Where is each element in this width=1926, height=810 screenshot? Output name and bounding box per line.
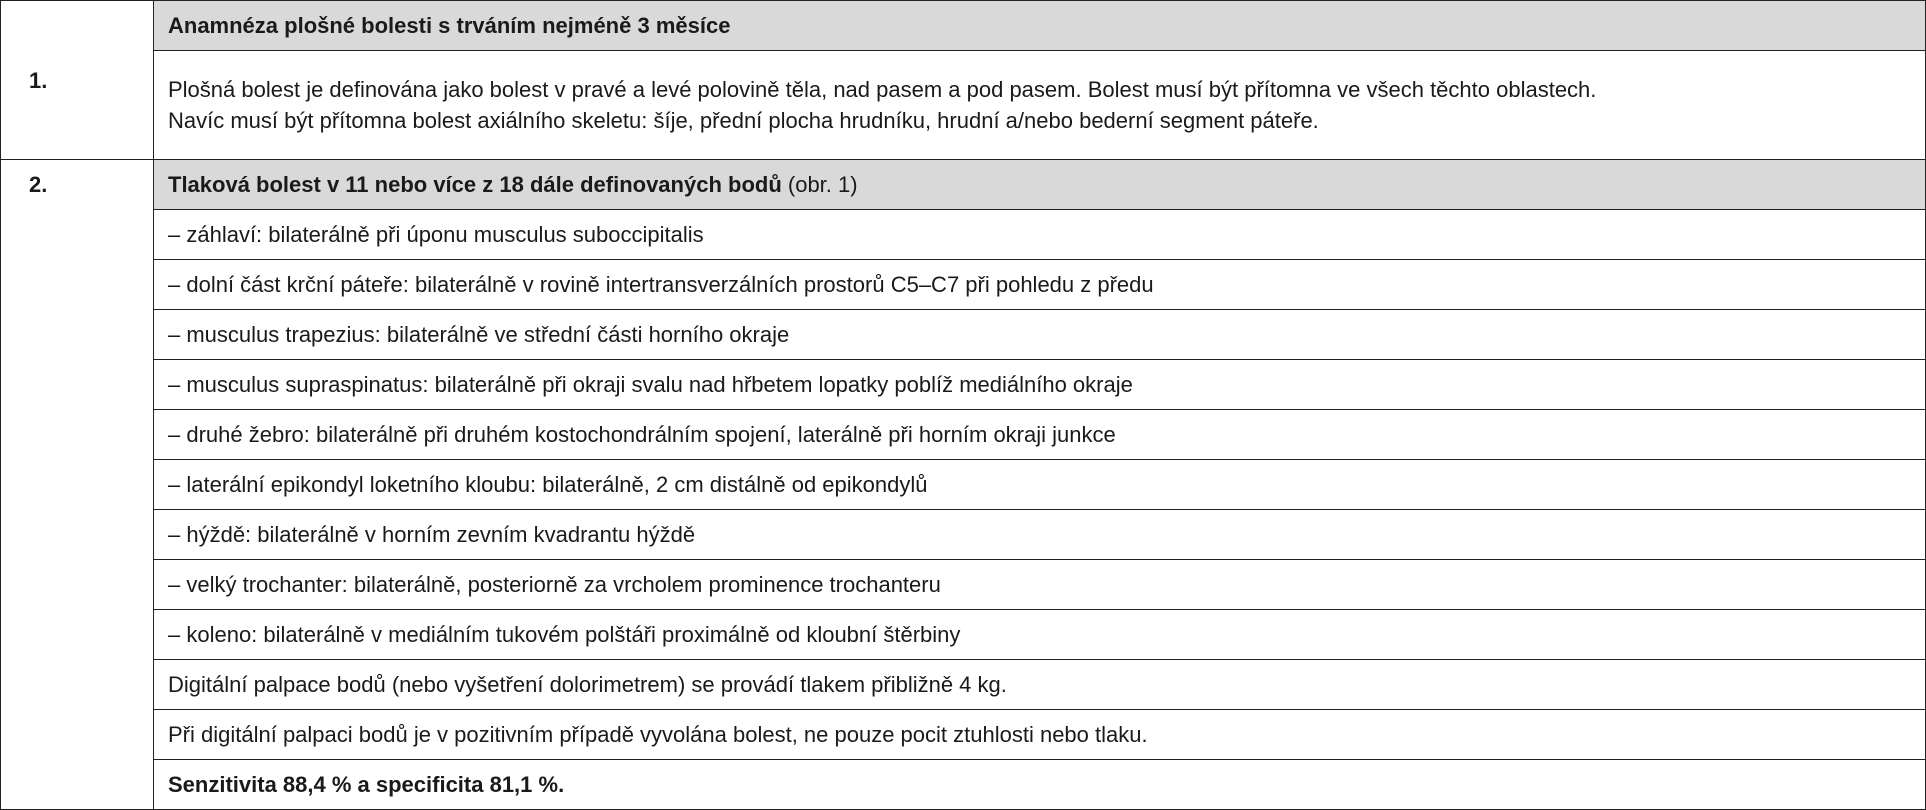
palpation-note: Digitální palpace bodů (nebo vyšetření dolorimetrem) se provádí tlakem přibližně 4 kg. — [154, 660, 1926, 710]
sensitivity-specificity-summary: Senzitivita 88,4 % a specificita 81,1 %. — [154, 760, 1926, 810]
section1-text-line2: Navíc musí být přítomna bolest axiálního skeletu: šíje, přední plocha hrudníku, hrudní a/nebo bederní segment páteře. — [168, 108, 1319, 133]
tender-point-row — [1, 310, 1926, 360]
tender-point-supraspinatus: – musculus supraspinatus: bilaterálně při okraji svalu nad hřbetem lopatky poblíž mediálního okraje — [154, 360, 1926, 410]
tender-point-row — [1, 510, 1926, 560]
tender-point-row — [1, 610, 1926, 660]
tender-point-knee: – koleno: bilaterálně v mediálním tukovém polštáři proximálně od kloubní štěrbiny — [154, 610, 1926, 660]
tender-point-occiput: – záhlaví: bilaterálně při úponu musculus suboccipitalis — [154, 210, 1926, 260]
section1-text-row — [1, 51, 1926, 160]
positive-note: Při digitální palpaci bodů je v pozitivním případě vyvolána bolest, ne pouze pocit ztuhlosti nebo tlaku. — [154, 710, 1926, 760]
tender-point-row — [1, 260, 1926, 310]
tender-point-row — [1, 460, 1926, 510]
section2-heading-ref: (obr. 1) — [781, 172, 858, 197]
positive-note-row — [1, 710, 1926, 760]
tender-point-greater-trochanter: – velký trochanter: bilaterálně, posteriorně za vrcholem prominence trochanteru — [154, 560, 1926, 610]
section1-heading-row — [1, 1, 1926, 51]
summary-row — [1, 760, 1926, 810]
section2-heading-row — [1, 160, 1926, 210]
section1-text — [154, 51, 1926, 160]
tender-point-row — [1, 410, 1926, 460]
tender-point-row — [1, 210, 1926, 260]
tender-point-trapezius: – musculus trapezius: bilaterálně ve střední části horního okraje — [154, 310, 1926, 360]
section1-number: 1. — [1, 1, 154, 160]
tender-point-low-cervical: – dolní část krční páteře: bilaterálně v rovině intertransverzálních prostorů C5–C7 při pohledu z předu — [154, 260, 1926, 310]
section2-heading — [154, 160, 1926, 210]
tender-point-row — [1, 560, 1926, 610]
section2-number: 2. — [1, 160, 154, 810]
tender-point-lateral-epicondyle: – laterální epikondyl loketního kloubu: bilaterálně, 2 cm distálně od epikondylů — [154, 460, 1926, 510]
palpation-note-row — [1, 660, 1926, 710]
section1-heading: Anamnéza plošné bolesti s trváním nejméně 3 měsíce — [154, 1, 1926, 51]
tender-point-second-rib: – druhé žebro: bilaterálně při druhém kostochondrálním spojení, laterálně při horním okraji junkce — [154, 410, 1926, 460]
tender-point-gluteal: – hýždě: bilaterálně v horním zevním kvadrantu hýždě — [154, 510, 1926, 560]
section1-text-line1: Plošná bolest je definována jako bolest v pravé a levé polovině těla, nad pasem a pod pasem. Bolest musí být přítomna ve všech těchto oblastech. — [168, 77, 1597, 102]
tender-point-row — [1, 360, 1926, 410]
section2-heading-bold: Tlaková bolest v 11 nebo více z 18 dále definovaných bodů — [168, 172, 782, 197]
